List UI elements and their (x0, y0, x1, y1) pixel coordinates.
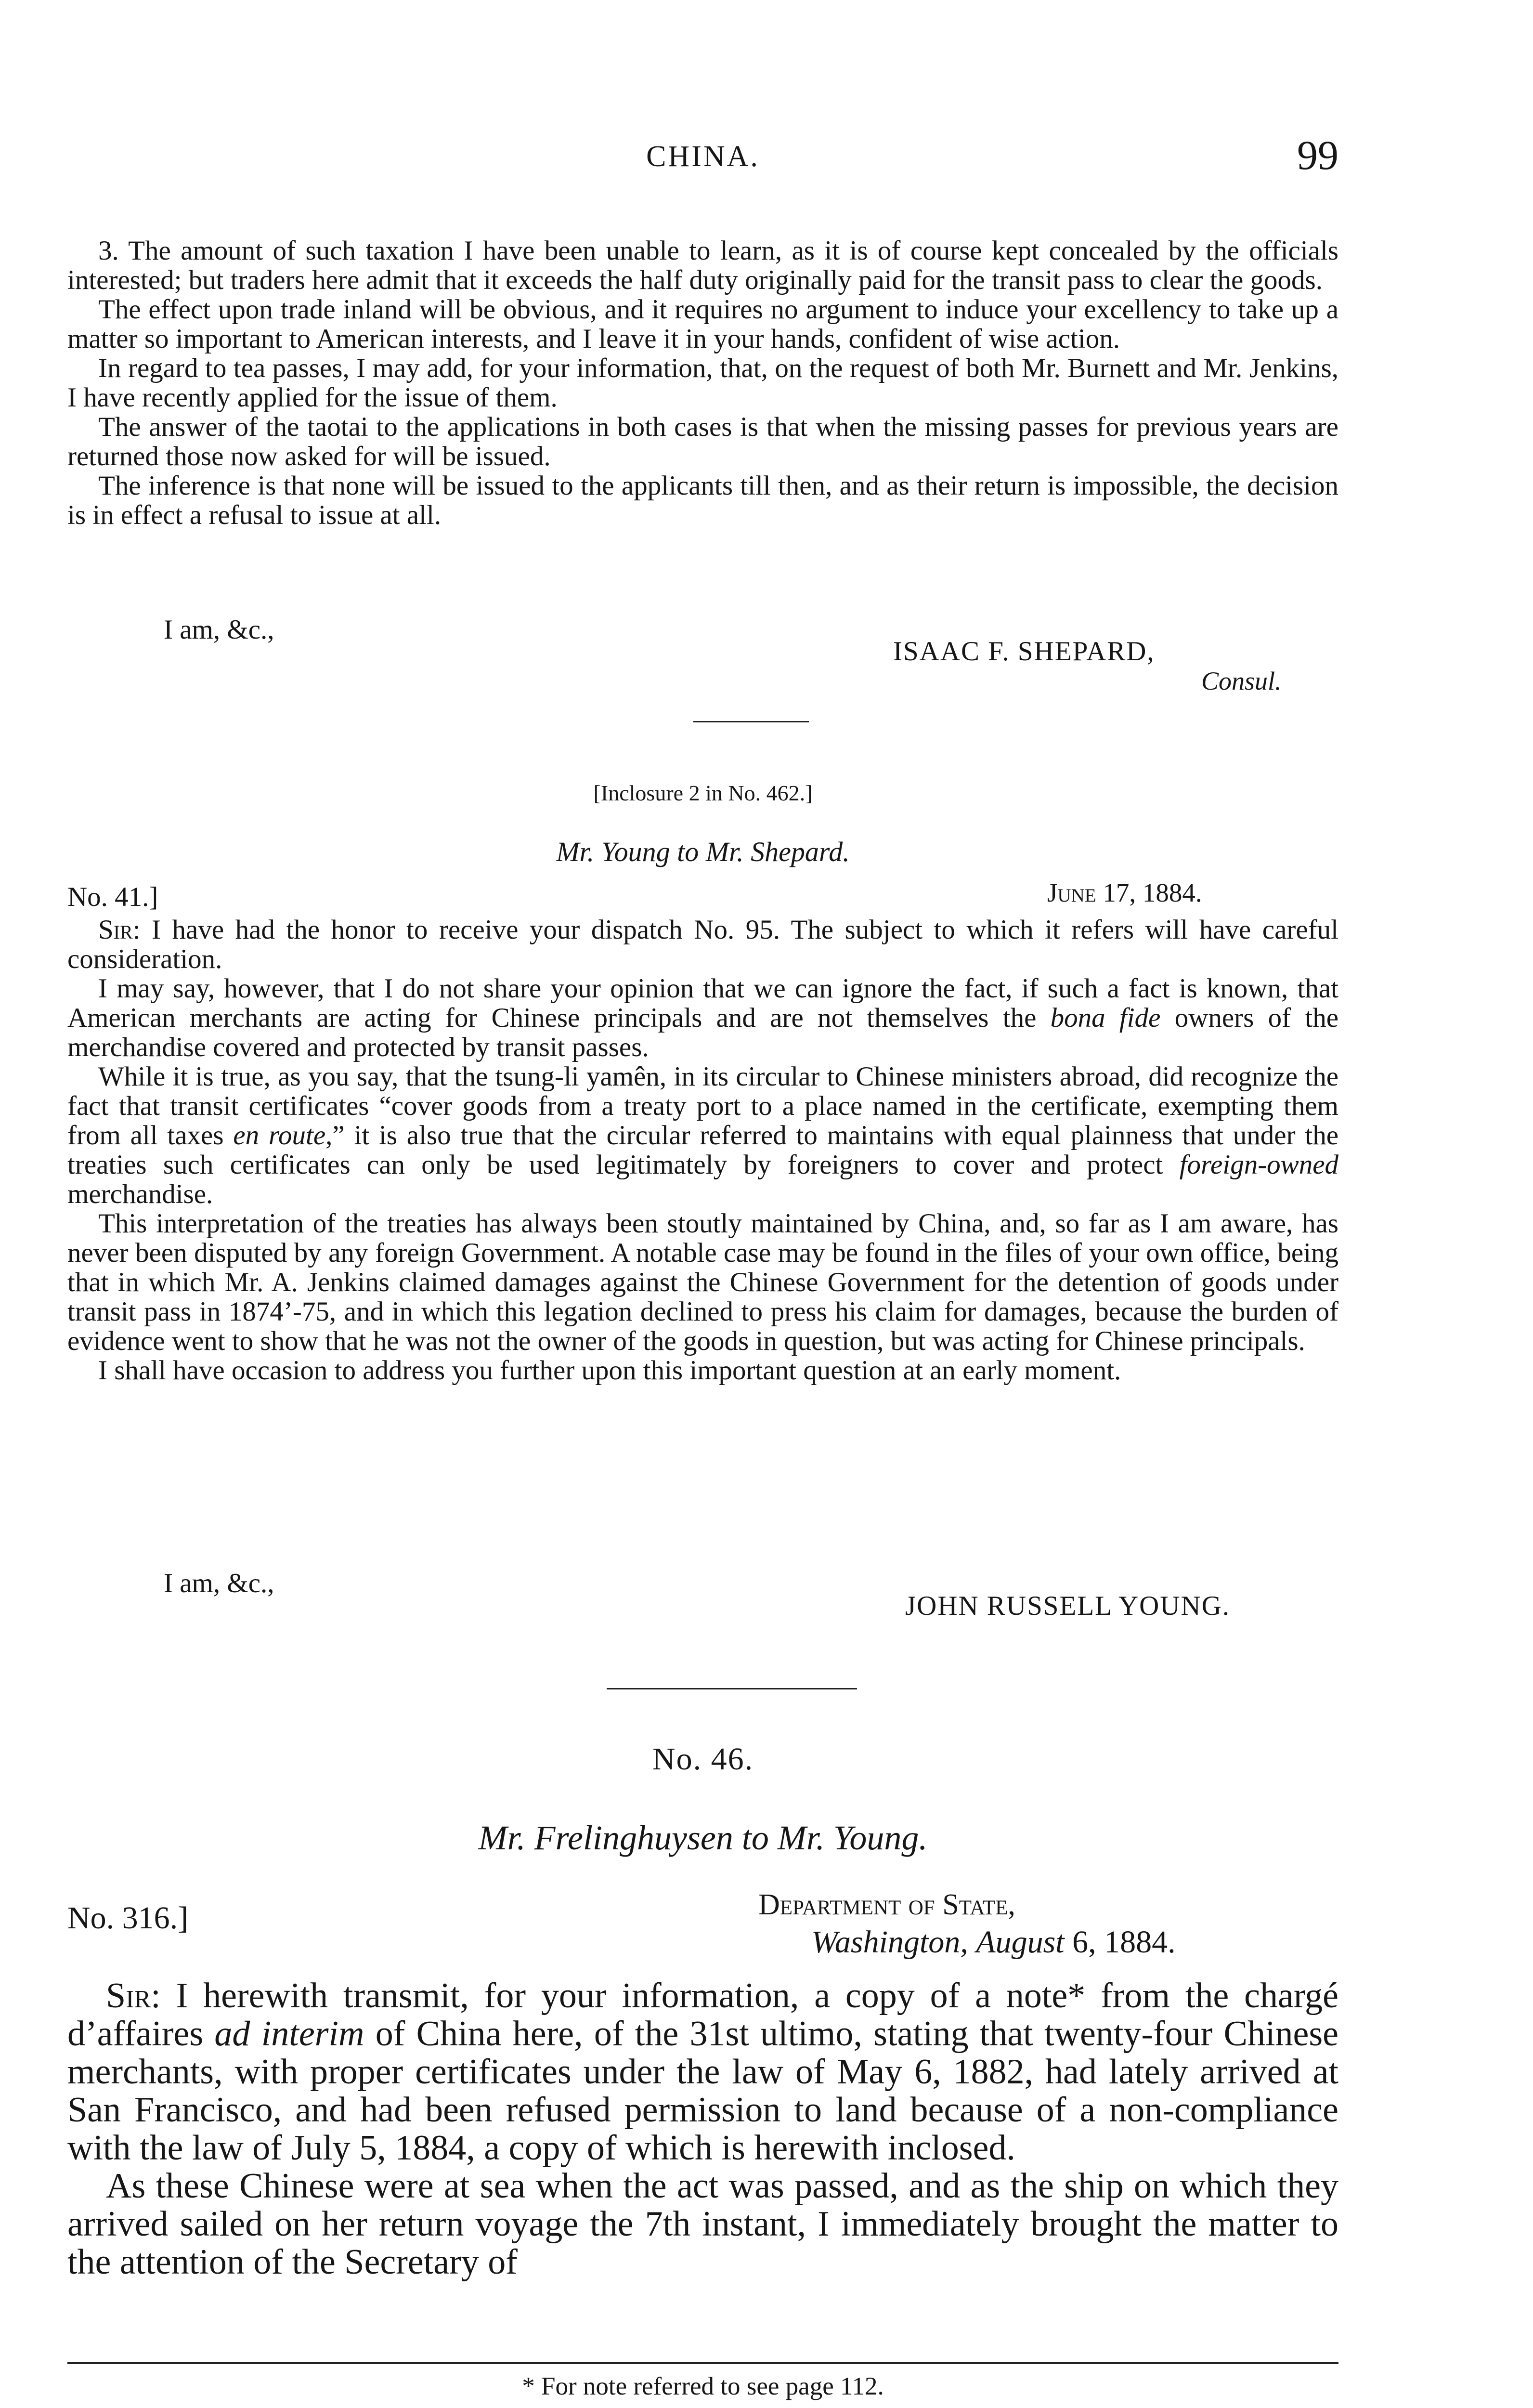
paragraph: This interpretation of the treaties has always been stoutly maintained by China, and, so far as I am aware, has never been disputed by any foreign Government. A notable case may be found in the files of your own office, being that in which Mr. A. Jenkins claimed damages against the Chinese Government for the detention of goods under transit pass in 1874’-75, and in which this legation declined to press his claim for damages, because the burden of evidence went to show that he was not the owner of the goods in question, but was acting for Chinese principals. (67, 1208, 1338, 1356)
young-letter-body (67, 915, 1338, 1385)
paragraph-text: owners of the merchandise covered and protected by transit passes. (67, 1003, 1339, 1062)
date-rest: 17, 1884. (1103, 878, 1202, 907)
closing-line: I am, &c., (164, 1568, 274, 1598)
paragraph: The effect upon trade inland will be obvious, and it requires no argument to induce your excellency to take up a matter so important to American interests, and I leave it in your hands, confident of wise action. (67, 294, 1338, 354)
paragraph: The answer of the taotai to the applications in both cases is that when the missing passes for previous years are returned those now asked for will be issued. (67, 412, 1338, 471)
emphasis: ad interim (214, 2014, 364, 2054)
footnote: * For note referred to see page 112. (522, 2372, 884, 2400)
signature: ISAAC F. SHEPARD, (893, 636, 1155, 667)
emphasis: foreign-owned (1179, 1150, 1338, 1180)
letter-title: Mr. Young to Mr. Shepard. (556, 836, 850, 867)
date-month: June (1047, 878, 1096, 907)
page-number: 99 (1297, 132, 1338, 178)
document-number: No. 46. (652, 1741, 754, 1777)
paragraph: As these Chinese were at sea when the act was passed, and as the ship on which they arrived sailed on her return voyage the 7th instant, I immediately brought the matter to the attention of the Secretary of (67, 2166, 1338, 2282)
paragraph-text: I may say, however, that I do not share your opinion that we can ignore the fact, if such a fact is known, that American merchants are acting for Chinese principals and are not themselves the (67, 973, 1338, 1033)
signature-title: Consul. (1201, 667, 1282, 695)
paragraph (67, 1062, 1338, 1209)
paragraph-text: of China here, of the 31st ultimo, stating that twenty-four Chinese merchants, with proper certificates under the law of May 6, 1882, had lately arrived at San Francisco, and had been refused permission to land because of a non-compliance with the law of July 5, 1884, a copy of which is herewith inclosed. (67, 2014, 1339, 2168)
running-title: CHINA. (646, 140, 760, 173)
place: Washington, (811, 1924, 968, 1960)
emphasis: en route (233, 1120, 326, 1151)
dispatch-number: No. 41.] (67, 882, 158, 912)
dispatch-number: No. 316.] (67, 1900, 189, 1936)
date-month: August (976, 1924, 1065, 1960)
letter-title: Mr. Frelinghuysen to Mr. Young. (478, 1819, 928, 1857)
paragraph-text: merchandise. (67, 1179, 213, 1209)
paragraph-text: I have had the honor to receive your dispatch No. 95. The subject to which it refers will have careful consideration. (67, 915, 1338, 974)
paragraph-text: I herewith transmit, for your information, a copy of a note* from the chargé d’affaires (67, 1976, 1338, 2054)
paragraph (67, 1977, 1338, 2167)
enclosure-heading: [Inclosure 2 in No. 462.] (593, 781, 813, 805)
letter-date (1047, 877, 1202, 908)
department: Department of State, (758, 1888, 1015, 1921)
paragraph-text: ,” it is also true that the circular referred to maintains with equal plainness that under the treaties such certificates can only be used legitimately by foreigners to cover and protect (67, 1120, 1338, 1180)
paragraph (67, 915, 1338, 974)
salutation: Sir: (106, 1976, 161, 2015)
date-rest: 6, 1884. (1072, 1924, 1176, 1960)
section-divider (693, 721, 809, 722)
frelinghuysen-letter-body (67, 1977, 1338, 2281)
salutation: Sir: (98, 915, 141, 945)
paragraph-text: While it is true, as you say, that the tsung-li yamên, in its circular to Chinese ministers abroad, did recognize the fact that transit certificates “cover goods from a treaty port to a place named in the certificate, exempting them from all taxes (67, 1061, 1338, 1151)
paragraph (67, 974, 1338, 1062)
paragraph: I shall have occasion to address you further upon this important question at an early moment. (98, 1355, 1121, 1386)
paragraph: In regard to tea passes, I may add, for your information, that, on the request of both Mr. Burnett and Mr. Jenkins, I have recently applied for the issue of them. (67, 353, 1338, 413)
closing-line: I am, &c., (164, 615, 274, 645)
shepard-letter-body (67, 236, 1338, 530)
letter-date (811, 1924, 1176, 1961)
emphasis: bona fide (1050, 1003, 1161, 1033)
section-divider (607, 1688, 857, 1689)
signature: JOHN RUSSELL YOUNG. (905, 1591, 1231, 1621)
department-line (758, 1888, 1015, 1922)
paragraph: The inference is that none will be issued to the applicants till then, and as their return is impossible, the decision is in effect a refusal to issue at all. (67, 471, 1338, 530)
running-head (67, 132, 1338, 188)
paragraph: 3. The amount of such taxation I have been unable to learn, as it is of course kept concealed by the officials interested; but traders here admit that it exceeds the half duty originally paid for the transit pass to clear the goods. (67, 236, 1338, 295)
footnote-rule (67, 2362, 1338, 2364)
